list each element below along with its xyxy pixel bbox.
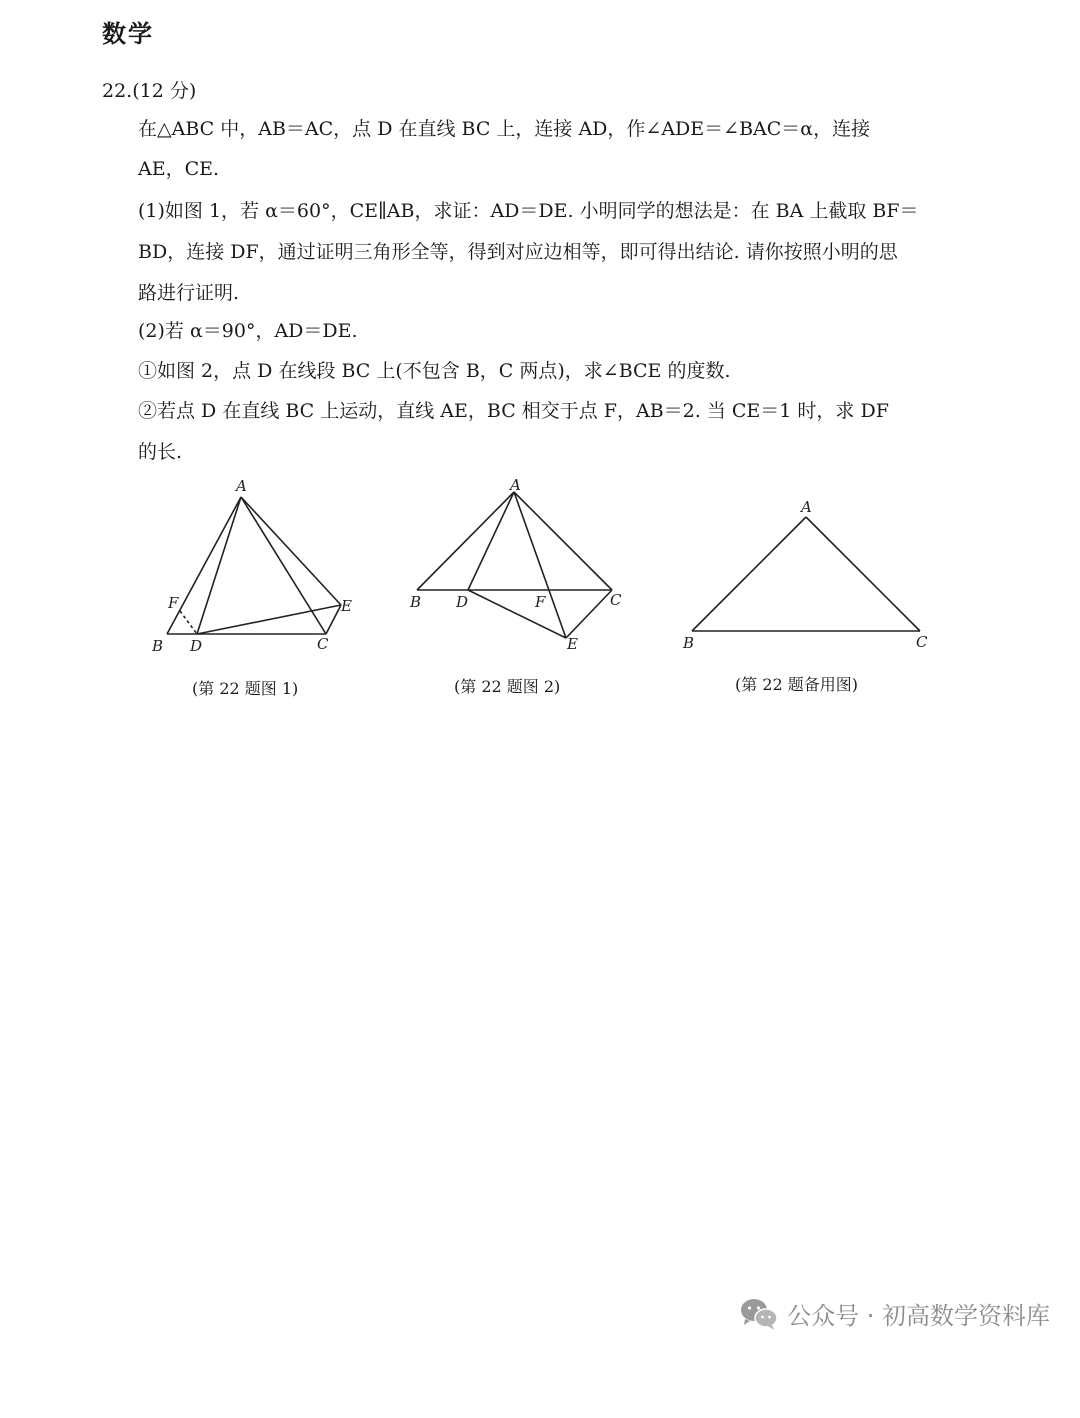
figure-3 [692,517,920,631]
fig2-label-B: B [410,593,422,611]
question-line-7: ①如图 2，点 D 在线段 BC 上(不包含 B，C 两点)，求∠BCE 的度数. [138,360,731,382]
fig2-label-E: E [567,635,578,653]
geometry-figures [0,470,1080,670]
watermark [739,1296,1050,1331]
fig1-label-A: A [236,477,247,495]
question-line-3: (1)如图 1，若 α＝60°，CE∥AB，求证：AD＝DE. 小明同学的想法是：在 BA 上截取 BF＝ [138,200,919,222]
fig1-segment-AC [241,497,326,634]
watermark-text: 公众号 · 初高数学资料库 [787,1302,1050,1330]
fig3-label-A: A [801,498,812,516]
question-line-5: 路进行证明. [138,282,240,304]
fig1-segment-FD [180,611,197,634]
question-line-2: AE，CE. [138,158,220,180]
fig1-label-D: D [190,637,203,655]
fig3-label-C: C [916,633,928,651]
fig3-segment-AC [806,517,920,631]
fig3-label-B: B [683,634,695,652]
figure-3-caption: (第 22 题备用图) [735,675,859,694]
fig2-label-D: D [456,593,469,611]
fig2-label-C: C [610,591,622,609]
fig2-label-A: A [510,476,521,494]
fig1-label-E: E [341,597,352,615]
figure-1-caption: (第 22 题图 1) [192,679,299,698]
fig1-segment-CE [326,605,341,634]
question-line-1: 在△ABC 中，AB＝AC，点 D 在直线 BC 上，连接 AD，作∠ADE＝∠BAC＝α，连接 [138,118,871,140]
fig1-label-B: B [152,637,164,655]
fig2-segment-AD [468,492,514,590]
fig1-segment-DE [197,605,341,634]
fig1-label-C: C [317,635,329,653]
figure-2-caption: (第 22 题图 2) [454,677,561,696]
question-number: 22.(12 分) [102,80,197,102]
fig2-segment-AC [514,492,612,590]
fig1-segment-AE [241,497,341,605]
question-line-8: ②若点 D 在直线 BC 上运动，直线 AE，BC 相交于点 F，AB＝2. 当 CE＝1 时，求 DF [138,400,889,422]
figure-1 [167,497,341,634]
fig3-segment-AB [692,517,806,631]
fig1-label-F: F [168,594,179,612]
fig2-segment-AB [417,492,514,590]
question-line-4: BD，连接 DF，通过证明三角形全等，得到对应边相等，即可得出结论. 请你按照小明的思 [138,241,898,263]
fig2-segment-CE [566,590,612,638]
subject-heading: 数学 [102,20,154,48]
wechat-icon [739,1297,779,1331]
cutoff-text-remnant [130,0,380,6]
question-line-6: (2)若 α＝90°，AD＝DE. [138,320,358,342]
figure-2 [417,492,612,638]
fig2-label-F: F [535,593,546,611]
question-line-9: 的长. [138,441,183,463]
